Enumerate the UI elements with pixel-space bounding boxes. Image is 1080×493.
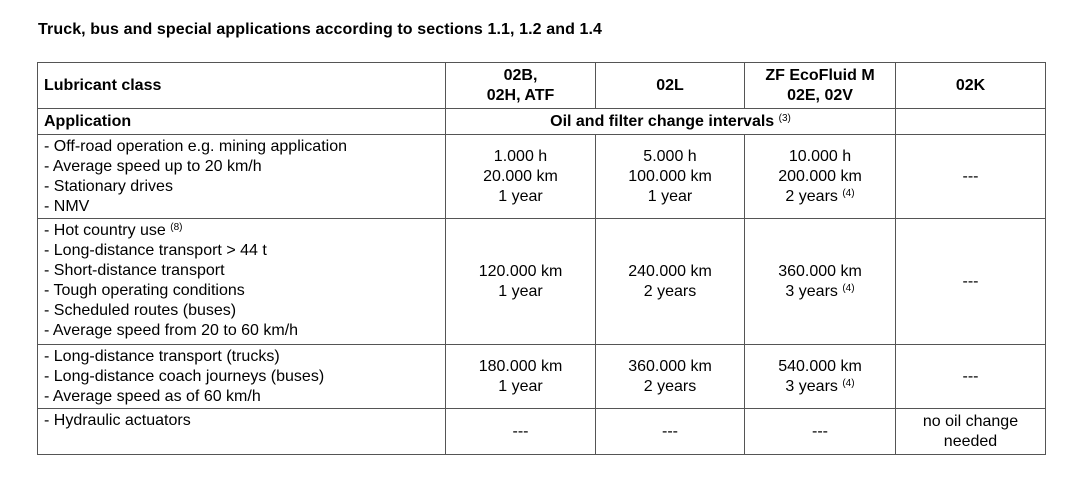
interval-value: 100.000 km: [628, 167, 712, 185]
interval-value: 200.000 km: [778, 167, 862, 185]
oil-change-interval-table: [37, 62, 1046, 455]
application-line: - Long-distance transport > 44 t: [44, 242, 267, 259]
column-header-zf-ecofluid: [745, 63, 896, 109]
footnote-ref: (4): [842, 377, 855, 389]
application-cell: [38, 135, 446, 219]
interval-value-with-note: [751, 282, 889, 302]
table-header-row: [38, 63, 1046, 109]
column-header-zf-line2: 02E, 02V: [787, 86, 853, 104]
table-row: [38, 409, 1046, 455]
application-line: - Hydraulic actuators: [44, 412, 191, 429]
interval-cell-zf: [745, 135, 896, 219]
interval-value: 180.000 km: [478, 357, 563, 375]
table-row: [38, 135, 1046, 219]
interval-cell-02l: [596, 219, 745, 345]
application-line: - Short-distance transport: [44, 262, 225, 279]
interval-value: 540.000 km: [778, 357, 862, 375]
interval-value: 1 year: [498, 377, 543, 395]
application-line-with-note: [44, 221, 439, 241]
application-line: - NMV: [44, 198, 90, 215]
table-row: [38, 219, 1046, 345]
interval-value-with-note: [751, 187, 889, 207]
interval-value: 1 year: [647, 187, 693, 205]
application-line: - Long-distance transport (trucks): [44, 348, 280, 365]
interval-value: 20.000 km: [483, 167, 558, 185]
interval-cell-02k: ---: [896, 219, 1046, 345]
application-line: - Tough operating conditions: [44, 282, 245, 299]
interval-value: 360.000 km: [628, 357, 712, 375]
interval-value: 3 years: [785, 282, 838, 300]
application-header: Application: [38, 109, 446, 135]
application-line: - Scheduled routes (buses): [44, 302, 237, 319]
interval-cell-zf: [745, 345, 896, 409]
intervals-header-label: Oil and filter change intervals: [550, 112, 775, 130]
interval-value: 2 years: [643, 282, 697, 300]
footnote-ref: (4): [842, 282, 855, 294]
interval-value: 2 years: [785, 187, 838, 205]
footnote-ref: (4): [842, 187, 855, 199]
interval-value-with-note: [751, 377, 889, 397]
application-line: - Average speed up to 20 km/h: [44, 158, 262, 175]
column-header-02b-line1: 02B,: [503, 66, 538, 84]
interval-cell-02b: [446, 135, 596, 219]
interval-cell-02b: [446, 219, 596, 345]
application-line: - Long-distance coach journeys (buses): [44, 368, 325, 385]
interval-value: no oil change: [922, 412, 1019, 430]
application-line: - Average speed as of 60 km/h: [44, 388, 261, 405]
intervals-footnote-ref: (3): [778, 112, 791, 124]
interval-cell-02k: ---: [896, 135, 1046, 219]
application-cell: [38, 409, 446, 455]
interval-value: 10.000 h: [788, 147, 852, 165]
interval-value: 360.000 km: [778, 262, 862, 280]
interval-cell-02l: ---: [596, 409, 745, 455]
column-header-02b: [446, 63, 596, 109]
interval-cell-02l: [596, 345, 745, 409]
application-line: - Average speed from 20 to 60 km/h: [44, 322, 299, 339]
table-row: [38, 345, 1046, 409]
application-line: - Stationary drives: [44, 178, 173, 195]
application-line: - Off-road operation e.g. mining application: [44, 138, 347, 155]
column-header-zf-line1: ZF EcoFluid M: [765, 66, 875, 84]
column-header-02k: 02K: [896, 63, 1046, 109]
interval-value: 2 years: [643, 377, 697, 395]
interval-value: 1 year: [498, 282, 543, 300]
interval-value: 1.000 h: [493, 147, 548, 165]
document-title: Truck, bus and special applications according to sections 1.1, 1.2 and 1.4: [38, 21, 603, 38]
column-header-02l: 02L: [596, 63, 745, 109]
interval-cell-02l: [596, 135, 745, 219]
column-header-02b-line2: 02H, ATF: [486, 86, 555, 104]
interval-value: 240.000 km: [628, 262, 712, 280]
application-cell: [38, 345, 446, 409]
interval-value: 120.000 km: [478, 262, 563, 280]
interval-value: 3 years: [785, 377, 838, 395]
interval-cell-02b: ---: [446, 409, 596, 455]
interval-value: 5.000 h: [643, 147, 697, 165]
interval-cell-02k: ---: [896, 345, 1046, 409]
interval-value: needed: [943, 432, 998, 450]
interval-cell-zf: [745, 219, 896, 345]
footnote-ref: (8): [170, 222, 183, 233]
application-line: - Hot country use: [44, 222, 166, 239]
lubricant-class-header: Lubricant class: [38, 63, 446, 109]
table-subheader-row: [38, 109, 1046, 135]
interval-cell-02k: [896, 409, 1046, 455]
interval-value: 1 year: [498, 187, 543, 205]
interval-cell-02b: [446, 345, 596, 409]
intervals-header-empty-cell: [896, 109, 1046, 135]
interval-cell-zf: ---: [745, 409, 896, 455]
application-cell: [38, 219, 446, 345]
intervals-header: [446, 109, 896, 135]
